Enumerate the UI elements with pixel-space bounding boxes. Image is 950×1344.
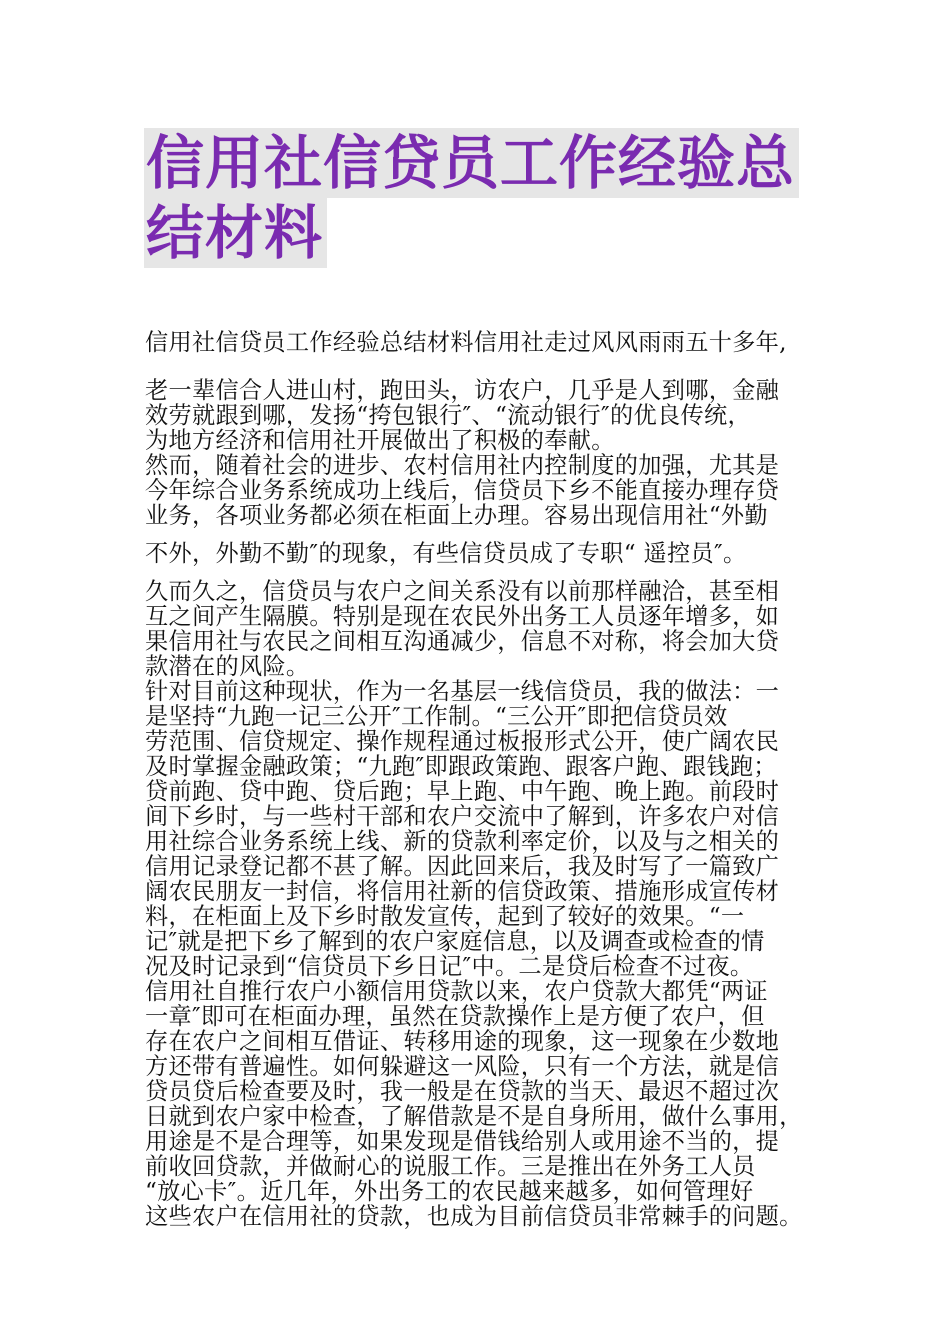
body-line: 日就到农户家中检查，了解借款是不是自身所用，做什么事用， <box>145 1103 803 1130</box>
body-line: 老一辈信合人进山村，跑田头，访农户，几乎是人到哪，金融 <box>145 377 780 404</box>
body-line: 信用记录登记都不甚了解。因此回来后，我及时写了一篇致广 <box>145 853 780 880</box>
body-line: 款潜在的风险。 <box>145 653 310 680</box>
body-line: 针对目前这种现状，作为一名基层一线信贷员，我的做法：一 <box>145 678 780 705</box>
body-line: 劳范围、信贷规定、操作规程通过板报形式公开，使广阔农民 <box>145 728 780 755</box>
body-line: 果信用社与农民之间相互沟通减少，信息不对称，将会加大贷 <box>145 628 780 655</box>
body-line: 不外，外勤不勤″的现象，有些信贷员成了专职“ 遥控员″。 <box>145 540 747 567</box>
body-line: 贷前跑、贷中跑、贷后跑；早上跑、中午跑、晚上跑。前段时 <box>145 778 780 805</box>
body-line: 间下乡时，与一些村干部和农户交流中了解到，许多农户对信 <box>145 803 780 830</box>
body-line: 用途是不是合理等，如果发现是借钱给别人或用途不当的，提 <box>145 1128 780 1155</box>
document-title <box>144 128 834 268</box>
body-line: “放心卡″。近几年，外出务工的农民越来越多，如何管理好 <box>145 1178 754 1205</box>
body-line: 互之间产生隔膜。特别是现在农民外出务工人员逐年增多，如 <box>145 603 780 630</box>
body-line: 为地方经济和信用社开展做出了积极的奉献。 <box>145 427 615 454</box>
body-line: 料，在柜面上及下乡时散发宣传，起到了较好的效果。“一 <box>145 903 745 930</box>
body-line: 这些农户在信用社的贷款，也成为目前信贷员非常棘手的问题。 <box>145 1203 803 1230</box>
body-line: 信用社信贷员工作经验总结材料信用社走过风风雨雨五十多年, <box>145 329 787 356</box>
body-line: 况及时记录到“信贷员下乡日记″中。二是贷后检查不过夜。 <box>145 953 754 980</box>
body-line: 然而，随着社会的进步、农村信用社内控制度的加强，尤其是 <box>145 452 780 479</box>
body-line: 信用社自推行农户小额信用贷款以来，农户贷款大都凭“两证 <box>145 978 768 1005</box>
title-line-2: 结材料 <box>144 198 327 268</box>
body-line: 业务，各项业务都必须在柜面上办理。容易出现信用社“外勤 <box>145 502 768 529</box>
body-line: 存在农户之间相互借证、转移用途的现象，这一现象在少数地 <box>145 1028 780 1055</box>
body-line: 用社综合业务系统上线、新的贷款利率定价，以及与之相关的 <box>145 828 780 855</box>
body-line: 阔农民朋友一封信，将信用社新的信贷政策、措施形成宣传材 <box>145 878 780 905</box>
body-line: 方还带有普遍性。如何躲避这一风险，只有一个方法，就是信 <box>145 1053 780 1080</box>
body-line: 前收回贷款，并做耐心的说服工作。三是推出在外务工人员 <box>145 1153 756 1180</box>
body-line: 效劳就跟到哪，发扬“挎包银行″、“流动银行″的优良传统， <box>145 402 751 429</box>
body-line: 一章″即可在柜面办理，虽然在贷款操作上是方便了农户，但 <box>145 1003 765 1030</box>
body-line: 是坚持“九跑一记三公开″工作制。“三公开″即把信贷员效 <box>145 703 728 730</box>
body-line: 记″就是把下乡了解到的农户家庭信息，以及调查或检查的情 <box>145 928 765 955</box>
body-line: 久而久之，信贷员与农户之间关系没有以前那样融洽，甚至相 <box>145 578 780 605</box>
document-body <box>145 330 835 1229</box>
body-line: 贷员贷后检查要及时，我一般是在贷款的当天、最迟不超过次 <box>145 1078 780 1105</box>
body-line: 及时掌握金融政策；“九跑″即跟政策跑、跟客户跑、跟钱跑； <box>145 753 777 780</box>
title-line-1: 信用社信贷员工作经验总 <box>144 128 799 198</box>
body-line: 今年综合业务系统成功上线后，信贷员下乡不能直接办理存贷 <box>145 477 780 504</box>
